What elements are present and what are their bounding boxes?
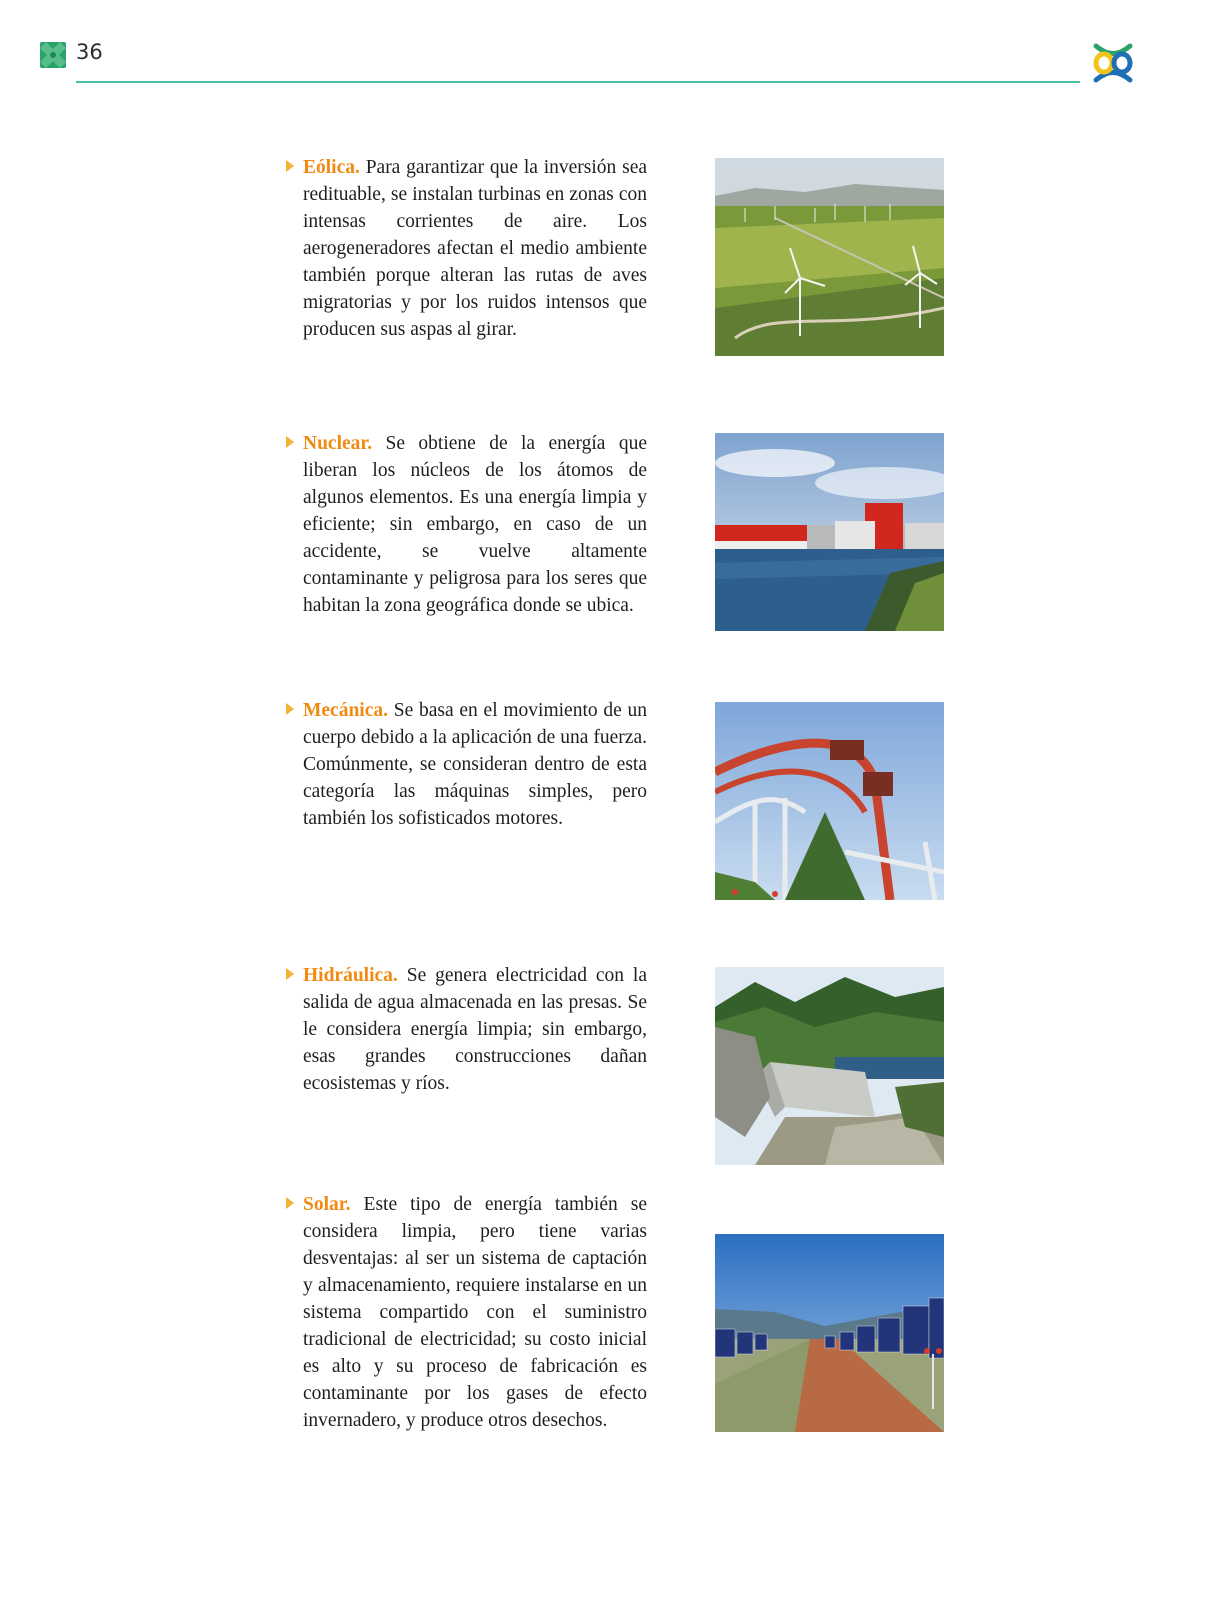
colored-knot-logo xyxy=(1090,40,1136,86)
header-divider xyxy=(76,81,1080,83)
entry-body: Se basa en el movimiento de un cuerpo debido a la aplicación de una fuerza. Comúnmente, se consideran dentro de esta categoría las máquinas simples, pero también los sofisticados motores. xyxy=(303,700,648,829)
bullet-icon xyxy=(286,160,294,172)
bullet-icon xyxy=(286,1197,294,1209)
entry-term: Nuclear. xyxy=(303,433,373,454)
entry-body: Se obtiene de la energía que liberan los núcleos de los átomos de algunos elementos. Es una energía limpia y eficiente; sin embargo, en caso de un accidente, se vuelve altamente contaminante y peligrosa para los seres que habitan la zona geográfica donde se ubica. xyxy=(303,433,648,616)
entry-text xyxy=(303,154,647,343)
entry-text xyxy=(303,697,647,832)
page-number: 36 xyxy=(76,40,103,64)
bullet-icon xyxy=(286,968,294,980)
entry-text xyxy=(303,962,647,1097)
entry-term: Eólica. xyxy=(303,157,360,178)
entry-body: Para garantizar que la inversión sea redituable, se instalan turbinas en zonas con intensas corrientes de aire. Los aerogeneradores afectan el medio ambiente también porque alteran las rutas de aves migratorias y por los ruidos intensos que producen sus aspas al girar. xyxy=(303,157,648,340)
entry-text xyxy=(303,1191,647,1434)
bullet-icon xyxy=(286,703,294,715)
nuclear-plant-photo xyxy=(715,433,944,631)
entry-term: Solar. xyxy=(303,1194,351,1215)
bullet-icon xyxy=(286,436,294,448)
entry-term: Mecánica. xyxy=(303,700,389,721)
roller-coaster-photo xyxy=(715,702,944,900)
entry-body: Este tipo de energía también se considera limpia, pero tiene varias desventajas: al ser un sistema de captación y almacenamiento, requiere instalarse en un sistema compartido con el suministro tradicional de electricidad; su costo inicial es alto y su proceso de fabricación es contaminante por los gases de efecto invernadero, y produce otros desechos. xyxy=(303,1194,647,1431)
green-pattern-icon xyxy=(40,42,66,68)
entry-text xyxy=(303,430,647,619)
entry-term: Hidráulica. xyxy=(303,965,398,986)
dam-photo xyxy=(715,967,944,1165)
entry-body: Se genera electricidad con la salida de agua almacenada en las presas. Se le considera energía limpia; sin embargo, esas grandes construcciones dañan ecosistemas y ríos. xyxy=(303,965,647,1094)
solar-panels-photo xyxy=(715,1234,944,1432)
wind-farm-photo xyxy=(715,158,944,356)
